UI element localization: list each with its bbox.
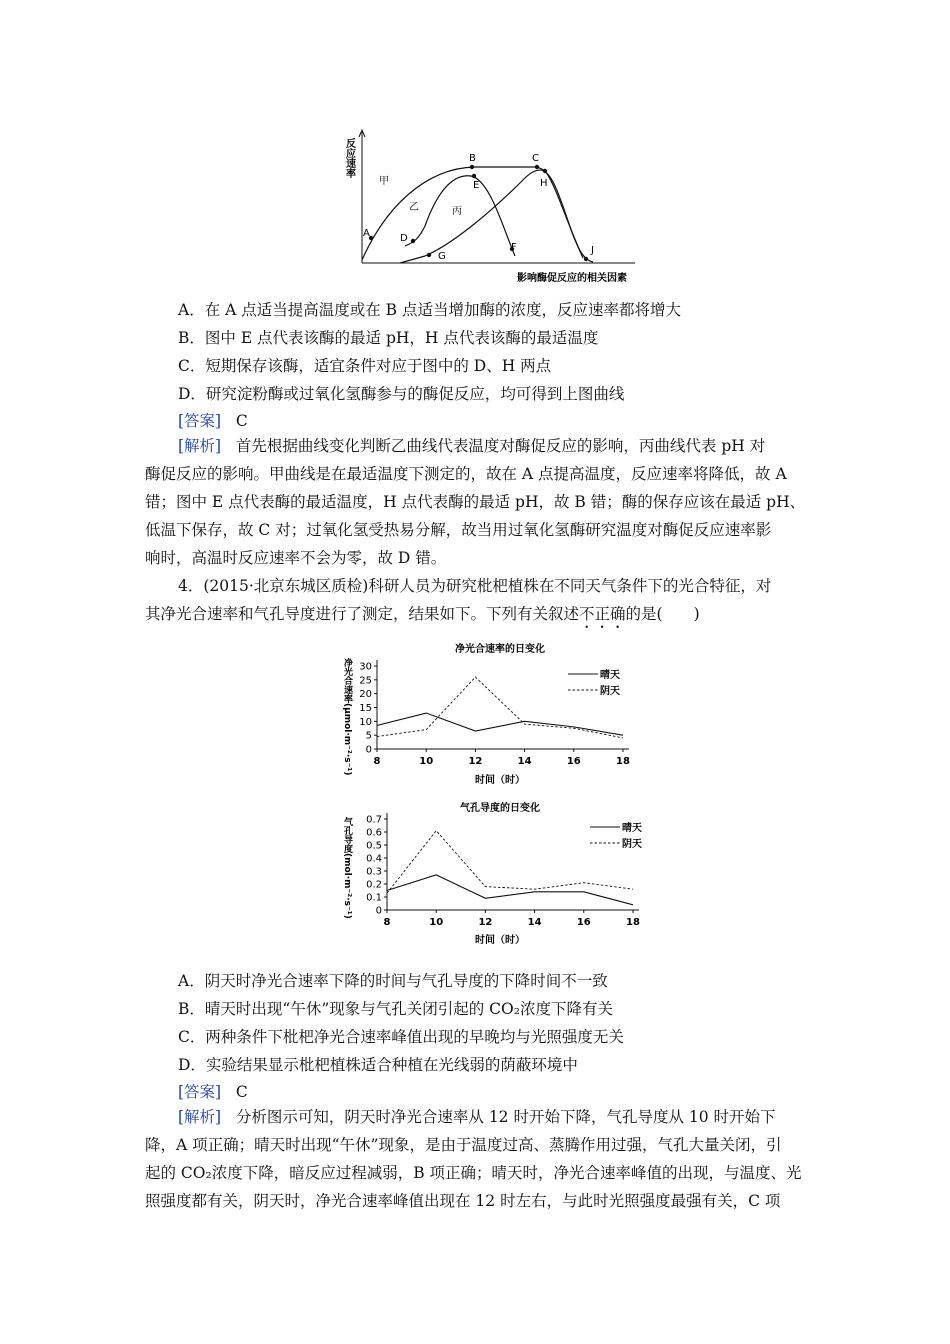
q4-analysis-line-1: [解析] 分析图示可知，阴天时净光合速率从 12 时开始下降，气孔导度从 10 时开始下	[178, 1108, 776, 1126]
point-g	[427, 253, 431, 257]
q3-analysis-line-1: [解析] 首先根据曲线变化判断乙曲线代表温度对酶促反应的影响，丙曲线代表 pH 对	[178, 437, 766, 455]
chart2-legend-label: 阴天	[622, 839, 642, 850]
chart1-series-sunny-line	[377, 713, 623, 735]
chart2-xtick-label: 18	[626, 917, 640, 928]
point-b	[470, 165, 474, 169]
point-j	[584, 257, 588, 261]
label-bing: 丙	[452, 206, 462, 217]
q4-option-b: B．晴天时出现“午休”现象与气孔关闭引起的 CO₂浓度下降有关	[178, 1000, 613, 1018]
chart2-ytick-label: 0.3	[366, 866, 382, 878]
chart2-ytick-label: 0	[375, 905, 382, 917]
chart2-title: 气孔导度的日变化	[460, 803, 540, 814]
chart1-xlabel: 时间（时）	[475, 775, 525, 786]
chart1-title: 净光合速率的日变化	[455, 644, 545, 655]
q4-answer	[178, 1082, 248, 1102]
chart1-xtick-label: 16	[566, 756, 581, 767]
point-h	[543, 169, 547, 173]
label-yi: 乙	[409, 202, 419, 213]
q3-analysis-line-4: 低温下保存，故 C 对；过氧化氢受热易分解，故当用过氧化氢酶研究温度对酶促反应速率影	[145, 521, 772, 539]
chart1-legend-label: 晴天	[600, 670, 620, 681]
point-d	[411, 239, 415, 243]
q4-analysis-line-2: 降，A 项正确；晴天时出现“午休”现象，是由于温度过高、蒸腾作用过强，气孔大量关闭，引	[145, 1136, 782, 1154]
curve-bing	[400, 170, 583, 263]
q3-option-d: D．研究淀粉酶或过氧化氢酶参与的酶促反应，均可得到上图曲线	[178, 385, 625, 403]
q3-option-c: C．短期保存该酶，适宜条件对应于图中的 D、H 两点	[178, 357, 552, 375]
chart2-ytick-label: 0.6	[366, 827, 382, 839]
chart2-xtick-label: 12	[478, 917, 493, 928]
net-photosynthesis-svg	[335, 636, 655, 796]
chart1-series	[377, 677, 623, 738]
label-a: A	[363, 228, 370, 239]
chart2-xtick-label: 10	[429, 917, 444, 928]
label-j: J	[591, 245, 594, 256]
chart1-ytick-label: 20	[359, 689, 372, 701]
chart2-series-sunny-line	[387, 875, 633, 905]
q4-option-a: A．阴天时净光合速率下降的时间与气孔导度的下降时间不一致	[178, 972, 608, 990]
q4-stem-line-1: 4．(2015·北京东城区质检)科研人员为研究枇杷植株在不同天气条件下的光合特征，对	[178, 577, 772, 595]
q3-analysis-tag: [解析]	[178, 437, 222, 455]
net-photosynthesis-chart	[335, 636, 655, 796]
q3-analysis-line-3: 错；图中 E 点代表酶的最适温度，H 点代表酶的最适 pH，故 B 错；酶的保存应该在最适 pH、	[145, 493, 805, 511]
chart1-legend	[568, 668, 620, 697]
chart2-ytick-label: 0.5	[366, 840, 382, 852]
q3-analysis	[145, 432, 805, 572]
chart2-xtick-label: 14	[527, 917, 542, 928]
chart2-axes	[366, 813, 640, 928]
stomatal-conductance-chart	[335, 795, 655, 955]
q4-stem	[145, 572, 805, 628]
chart2-xtick-label: 8	[383, 917, 391, 928]
chart2-legend-label: 晴天	[622, 823, 642, 834]
chart1-ytick-label: 30	[359, 661, 372, 673]
chart2-xlabel: 时间（时）	[475, 935, 525, 946]
chart1-xtick-label: 18	[616, 756, 630, 767]
q4-analysis	[145, 1103, 805, 1215]
chart1-ytick-label: 25	[359, 675, 372, 687]
q4-option-d: D．实验结果显示枇杷植株适合种植在光线弱的荫蔽环境中	[178, 1056, 578, 1074]
label-e: E	[473, 180, 480, 191]
enzyme-curve-svg	[335, 128, 655, 288]
label-f: F	[511, 242, 517, 253]
q4-stem-line-2: 其净光合速率和气孔导度进行了测定，结果如下。下列有关叙述不正确的是( )	[145, 605, 700, 623]
chart1-ylabel: 净光合速率(μmol·m⁻²·s⁻¹)	[342, 658, 352, 776]
chart2-series-cloudy-line	[387, 831, 633, 893]
label-g: G	[438, 251, 446, 262]
q4-option-c: C．两种条件下枇杷净光合速率峰值出现的早晚均与光照强度无关	[178, 1028, 624, 1046]
label-jia: 甲	[379, 176, 389, 187]
label-c: C	[532, 153, 539, 164]
label-h: H	[540, 178, 548, 189]
chart1-ytick-label: 10	[359, 716, 372, 728]
chart2-ytick-label: 0.1	[366, 892, 382, 904]
q4-analysis-line-3: 起的 CO₂浓度下降，暗反应过程减弱，B 项正确；晴天时，净光合速率峰值的出现，与温度、光	[145, 1164, 802, 1182]
q3-option-b: B．图中 E 点代表该酶的最适 pH，H 点代表该酶的最适温度	[178, 329, 599, 347]
chart2-xtick-label: 16	[576, 917, 591, 928]
q4-stem-emphasis: 不正确	[579, 605, 626, 623]
chart2-ylabel: 气孔导度(mol·m⁻²·s⁻¹)	[342, 817, 352, 919]
q4-analysis-line-4: 照强度都有关，阴天时，净光合速率峰值出现在 12 时左右，与此时光照强度最强有关，C 项	[145, 1192, 781, 1210]
chart2-ytick-label: 0.4	[366, 853, 382, 865]
enzyme-curve-figure	[335, 128, 655, 288]
label-b: B	[469, 153, 476, 164]
chart1-xtick-label: 10	[419, 756, 434, 767]
q4-answer-tag: [答案]	[178, 1083, 222, 1101]
chart2-ytick-label: 0.2	[366, 879, 382, 891]
chart1-xtick-label: 14	[517, 756, 532, 767]
enzyme-y-label: 反应速率	[343, 138, 355, 178]
chart2-series	[387, 831, 633, 905]
chart1-ytick-label: 15	[359, 703, 372, 714]
chart1-ytick-label: 0	[365, 744, 372, 756]
chart1-axes	[359, 660, 630, 767]
q3-answer	[178, 411, 248, 431]
chart1-xtick-label: 8	[373, 756, 381, 767]
point-e	[472, 174, 476, 178]
q4-analysis-tag: [解析]	[178, 1108, 222, 1126]
chart1-ytick-label: 5	[365, 730, 372, 742]
chart1-legend-label: 阴天	[600, 686, 620, 697]
chart2-ytick-label: 0.7	[366, 814, 382, 826]
label-d: D	[400, 233, 408, 244]
q3-analysis-line-5: 响时，高温时反应速率不会为零，故 D 错。	[145, 549, 447, 567]
enzyme-x-label: 影响酶促反应的相关因素	[517, 273, 627, 284]
q3-answer-tag: [答案]	[178, 412, 222, 430]
chart2-legend	[590, 821, 642, 850]
q3-answer-value: C	[235, 412, 248, 430]
chart1-xtick-label: 12	[468, 756, 483, 767]
stomatal-conductance-svg	[335, 795, 655, 955]
q3-analysis-line-2: 酶促反应的影响。甲曲线是在最适温度下测定的，故在 A 点提高温度，反应速率将降低，故 A	[145, 465, 787, 483]
q4-answer-value: C	[235, 1083, 248, 1101]
q3-option-a: A．在 A 点适当提高温度或在 B 点适当增加酶的浓度，反应速率都将增大	[178, 301, 681, 319]
point-c	[535, 165, 539, 169]
